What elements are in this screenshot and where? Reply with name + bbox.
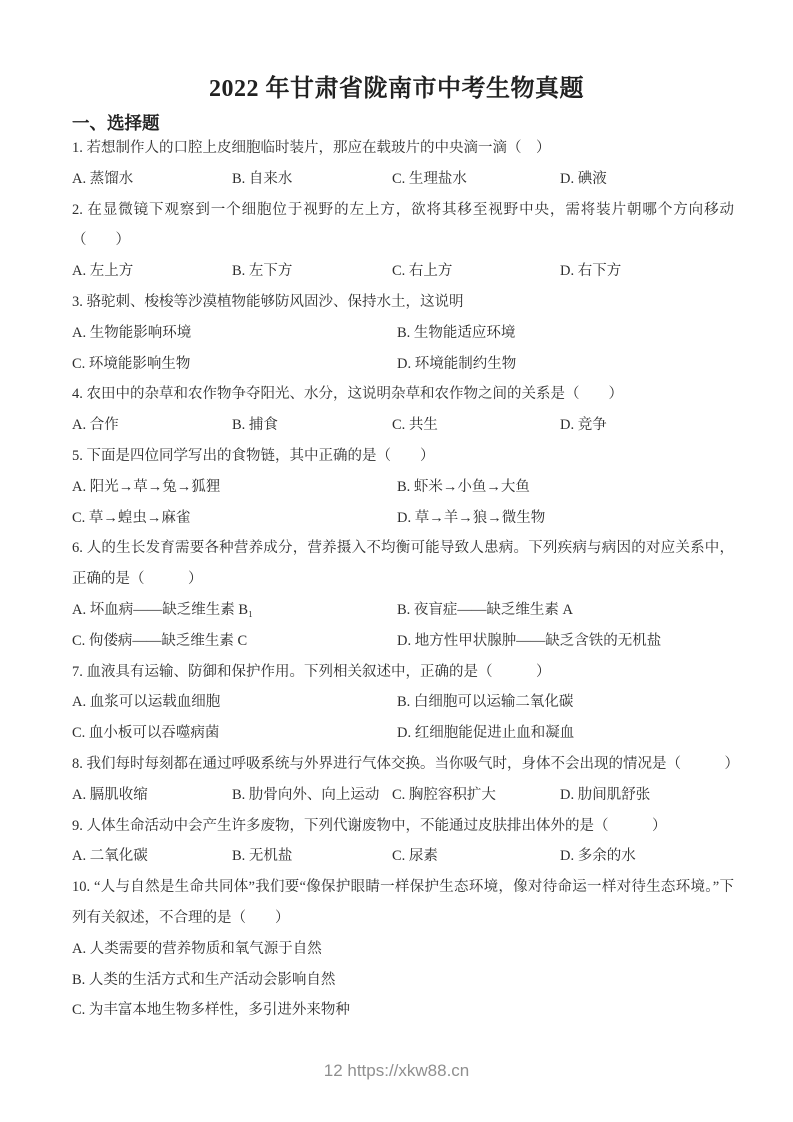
options [72, 934, 734, 1026]
question-6-option-d: D. 地方性甲状腺肿——缺乏含铁的无机盐 [397, 632, 662, 649]
question-stem [72, 441, 734, 472]
question-7-option-b: B. 白细胞可以运输二氧化碳 [397, 694, 574, 711]
question-2-option-c: C. 右上方 [392, 263, 453, 280]
question-9-option-b: B. 无机盐 [232, 848, 293, 865]
question-text: 人的生长发育需要各种营养成分，营养摄入不均衡可能导致人患病。下列疾病与病因的对应关系中，正确的是（ ） [72, 540, 734, 588]
question-4 [72, 379, 734, 441]
question-4-option-a: A. 合作 [72, 417, 119, 434]
question-number: 2. [72, 201, 88, 218]
question-10-option-b: B. 人类的生活方式和生产活动会影响自然 [72, 971, 336, 988]
question-8-option-d: D. 肋间肌舒张 [560, 786, 651, 803]
options [72, 841, 734, 872]
question-5-option-a: A. 阳光→草→兔→狐狸 [72, 478, 221, 495]
question-5-option-b: B. 虾米→小鱼→大鱼 [397, 478, 530, 495]
question-9 [72, 811, 734, 873]
question-3 [72, 287, 734, 379]
question-text: 若想制作人的口腔上皮细胞临时装片，那应在载玻片的中央滴一滴（ ） [86, 140, 551, 156]
question-8-option-b: B. 肋骨向外、向上运动 [232, 786, 380, 803]
question-7-option-c: C. 血小板可以吞噬病菌 [72, 725, 220, 742]
question-1-option-d: D. 碘液 [560, 170, 607, 187]
question-4-option-b: B. 捕食 [232, 417, 278, 434]
question-8-option-c: C. 胸腔容积扩大 [392, 786, 496, 803]
question-stem [72, 872, 734, 934]
question-text: 农田中的杂草和农作物争夺阳光、水分，这说明杂草和农作物之间的关系是（ ） [86, 386, 623, 403]
question-text: “人与自然是生命共同体”我们要“像保护眼睛一样保护生态环境，像对待命运一样对待生态环境。”下列有关叙述，不合理的是（ ） [72, 879, 734, 926]
question-5-option-d: D. 草→羊→狼→微生物 [397, 509, 546, 526]
question-number: 3. [72, 293, 87, 310]
question-1-option-c: C. 生理盐水 [392, 170, 467, 187]
question-stem [72, 379, 734, 410]
question-number: 6. [72, 540, 87, 557]
question-number: 8. [72, 755, 87, 772]
question-3-option-c: C. 环境能影响生物 [72, 355, 191, 372]
question-stem [72, 533, 734, 595]
question-9-option-c: C. 尿素 [392, 848, 438, 865]
question-number: 1. [72, 140, 87, 156]
question-stem [72, 811, 734, 842]
question-text: 在显微镜下观察到一个细胞位于视野的左上方，欲将其移至视野中央，需将装片朝哪个方向移动（ ） [72, 201, 735, 249]
question-6-option-b: B. 夜盲症——缺乏维生素 A [397, 601, 574, 618]
question-text: 人体生命活动中会产生许多废物，下列代谢废物中，不能通过皮肤排出体外的是（ ） [86, 817, 667, 834]
question-3-option-a: A. 生物能影响环境 [72, 324, 192, 341]
question-2-option-a: A. 左上方 [72, 263, 134, 280]
question-number: 5. [72, 447, 87, 464]
question-stem [72, 133, 734, 164]
question-6-option-a: A. 坏血病——缺乏维生素 B₁ [72, 601, 254, 618]
question-7-option-d: D. 红细胞能促进止血和凝血 [397, 725, 575, 742]
question-2-option-b: B. 左下方 [232, 263, 293, 280]
question-8-option-a: A. 膈肌收缩 [72, 786, 148, 803]
options [72, 472, 734, 534]
question-7 [72, 657, 734, 749]
question-2 [72, 195, 734, 287]
question-10-option-c: C. 为丰富本地生物多样性，多引进外来物种 [72, 1002, 350, 1019]
questions [72, 133, 739, 1026]
question-text: 下面是四位同学写出的食物链，其中正确的是（ ） [86, 447, 435, 464]
question-3-option-d: D. 环境能制约生物 [397, 355, 517, 372]
question-stem [72, 195, 734, 257]
question-2-option-d: D. 右下方 [560, 263, 622, 280]
question-10-option-a: A. 人类需要的营养物质和氧气源于自然 [72, 940, 322, 957]
footer-watermark: 12 https://xkw88.cn [323, 1061, 470, 1080]
options [72, 318, 734, 380]
page-title: 2022 年甘肃省陇南市中考生物真题 [209, 76, 584, 102]
question-6-option-c: C. 佝偻病——缺乏维生素 C [72, 632, 248, 649]
options [72, 687, 734, 749]
question-number: 4. [72, 386, 87, 403]
question-1-option-b: B. 自来水 [232, 170, 293, 187]
question-text: 骆驼刺、梭梭等沙漠植物能够防风固沙、保持水土，这说明 [86, 293, 464, 310]
question-3-option-b: B. 生物能适应环境 [397, 324, 516, 341]
options [72, 164, 734, 195]
section-heading: 一、选择题 [72, 113, 160, 133]
question-text: 我们每时每刻都在通过呼吸系统与外界进行气体交换。当你吸气时，身体不会出现的情况是（ ） [86, 755, 739, 772]
question-5-option-c: C. 草→蝗虫→麻雀 [72, 509, 191, 526]
question-5 [72, 441, 734, 533]
question-number: 7. [72, 663, 87, 680]
question-9-option-a: A. 二氧化碳 [72, 848, 148, 865]
question-9-option-d: D. 多余的水 [560, 848, 636, 865]
question-number: 9. [72, 817, 87, 834]
question-1-option-a: A. 蒸馏水 [72, 170, 134, 187]
question-4-option-d: D. 竞争 [560, 417, 607, 434]
question-stem [72, 657, 734, 688]
question-10 [72, 872, 734, 1026]
question-4-option-c: C. 共生 [392, 417, 438, 434]
question-number: 10. [72, 879, 95, 896]
options [72, 256, 734, 287]
options [72, 780, 734, 811]
question-stem [72, 287, 734, 318]
question-stem [72, 749, 739, 780]
question-7-option-a: A. 血浆可以运载血细胞 [72, 694, 221, 711]
question-1 [72, 133, 734, 195]
question-6 [72, 533, 734, 656]
question-text: 血液具有运输、防御和保护作用。下列相关叙述中，正确的是（ ） [86, 663, 551, 680]
options [72, 410, 734, 441]
question-8 [72, 749, 739, 811]
options [72, 595, 734, 657]
